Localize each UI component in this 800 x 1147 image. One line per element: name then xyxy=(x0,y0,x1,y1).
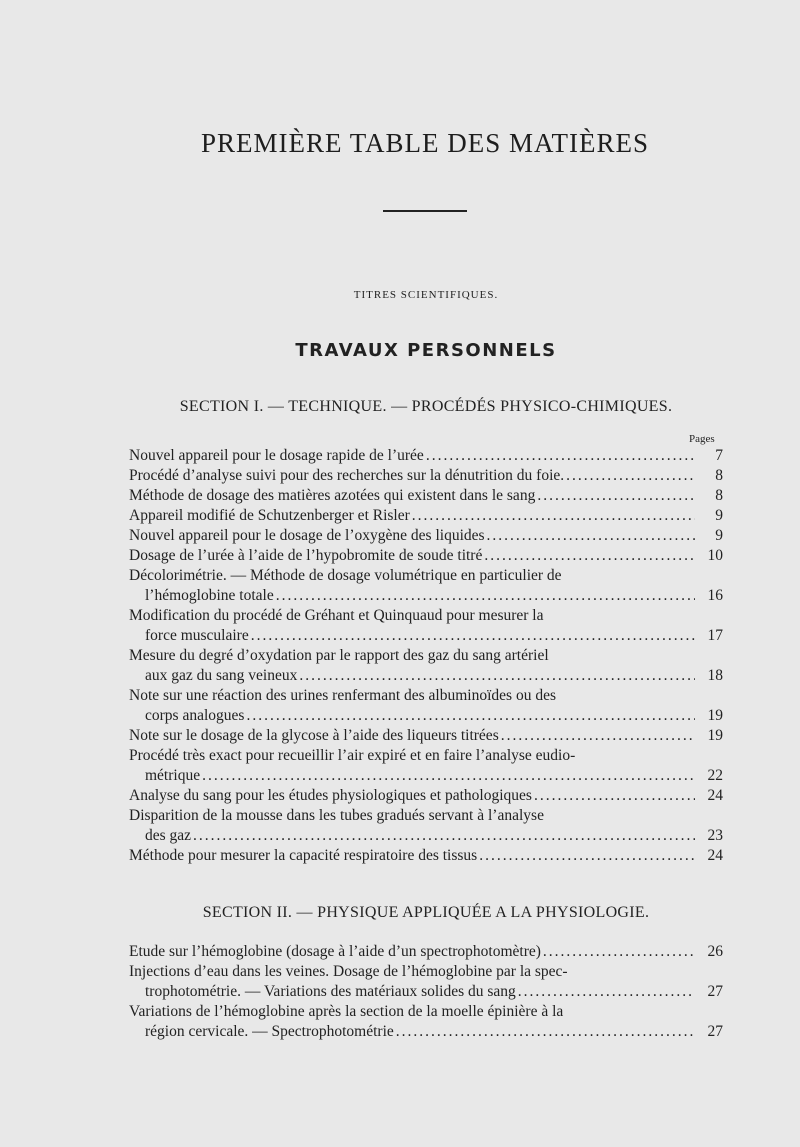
toc-entry xyxy=(129,646,723,686)
page-number: 17 xyxy=(707,627,723,644)
dot-leader xyxy=(537,486,695,506)
dot-leader xyxy=(484,546,695,566)
page-number: 9 xyxy=(715,507,723,524)
toc-entry-text: Méthode de dosage des matières azotées qui existent dans le sang xyxy=(129,487,536,504)
page-number: 24 xyxy=(707,787,723,804)
page-number: 27 xyxy=(707,1023,723,1040)
page-number: 9 xyxy=(715,527,723,544)
dot-leader xyxy=(501,726,695,746)
page-number: 27 xyxy=(707,983,723,1000)
toc-entry-text: Note sur une réaction des urines renfermant des albuminoïdes ou des xyxy=(129,687,556,704)
page-title: PREMIÈRE TABLE DES MATIÈRES xyxy=(200,128,650,158)
page-number: 7 xyxy=(715,447,723,464)
dot-leader xyxy=(193,826,695,846)
subtitle: TITRES SCIENTIFIQUES. xyxy=(353,289,499,301)
section-heading: TRAVAUX PERSONNELS xyxy=(295,340,557,361)
page-number: 8 xyxy=(715,487,723,504)
dot-leader xyxy=(426,446,695,466)
toc-entry-text: région cervicale. — Spectrophotométrie xyxy=(145,1023,394,1040)
toc-entry-text: force musculaire xyxy=(145,627,249,644)
toc-entry-text: des gaz xyxy=(145,827,192,844)
page-number: 18 xyxy=(707,667,723,684)
dot-leader xyxy=(276,586,695,606)
pages-column-label: Pages xyxy=(689,433,715,445)
dot-leader xyxy=(518,982,695,1002)
dot-leader xyxy=(299,666,695,686)
toc-entry xyxy=(129,506,723,526)
section-2-title: SECTION II. — PHYSIQUE APPLIQUÉE A LA PHYSIOLOGIE. xyxy=(202,904,650,921)
dot-leader xyxy=(396,1022,695,1042)
toc-entry-text: l’hémoglobine totale xyxy=(145,587,274,604)
toc-entry xyxy=(129,942,723,962)
toc-entry-text: Nouvel appareil pour le dosage de l’oxygène des liquides xyxy=(129,527,485,544)
page-number: 26 xyxy=(707,943,723,960)
dot-leader xyxy=(412,506,695,526)
toc-entry xyxy=(129,486,723,506)
toc-entry-text: Procédé d’analyse suivi pour des recherches sur la dénutrition du foie. xyxy=(129,467,565,484)
toc-entry-text: Mesure du degré d’oxydation par le rapport des gaz du sang artériel xyxy=(129,647,549,664)
toc-entry xyxy=(129,846,723,866)
toc-entry-text: Nouvel appareil pour le dosage rapide de l’urée xyxy=(129,447,424,464)
dot-leader xyxy=(534,786,695,806)
toc-entry xyxy=(129,606,723,646)
dot-leader xyxy=(479,846,695,866)
toc-entry-text: Etude sur l’hémoglobine (dosage à l’aide d’un spectrophotomètre) xyxy=(129,943,541,960)
page-number: 16 xyxy=(707,587,723,604)
toc-entry-text: métrique xyxy=(145,767,201,784)
dot-leader xyxy=(543,942,695,962)
page-number: 10 xyxy=(707,547,723,564)
toc-entry xyxy=(129,566,723,606)
dot-leader xyxy=(251,626,695,646)
page-number: 23 xyxy=(707,827,723,844)
toc-entry-text: Méthode pour mesurer la capacité respiratoire des tissus xyxy=(129,847,478,864)
toc-entry-text: Appareil modifié de Schutzenberger et Risler xyxy=(129,507,410,524)
toc-entry-text: Disparition de la mousse dans les tubes gradués servant à l’analyse xyxy=(129,807,544,824)
dot-leader xyxy=(566,466,695,486)
dot-leader xyxy=(246,706,695,726)
page-number: 19 xyxy=(707,727,723,744)
toc-entry-text: Variations de l’hémoglobine après la section de la moelle épinière à la xyxy=(129,1003,564,1020)
page-number: 22 xyxy=(707,767,723,784)
toc-entry-text: Modification du procédé de Gréhant et Quinquaud pour mesurer la xyxy=(129,607,544,624)
toc-entry xyxy=(129,526,723,546)
toc-entry-text: Note sur le dosage de la glycose à l’aide des liqueurs titrées xyxy=(129,727,499,744)
toc-entry-text: aux gaz du sang veineux xyxy=(145,667,298,684)
dot-leader xyxy=(202,766,695,786)
dot-leader xyxy=(487,526,695,546)
toc-entry-text: Analyse du sang pour les études physiologiques et pathologiques xyxy=(129,787,532,804)
page-number: 24 xyxy=(707,847,723,864)
page-number: 8 xyxy=(715,467,723,484)
toc-entry xyxy=(129,1002,723,1042)
toc-entry xyxy=(129,726,723,746)
toc-entry xyxy=(129,446,723,466)
toc-entry-text: Décolorimétrie. — Méthode de dosage volumétrique en particulier de xyxy=(129,567,562,584)
toc-entry-text: Injections d’eau dans les veines. Dosage de l’hémoglobine par la spec- xyxy=(129,963,568,980)
section-1-title: SECTION I. — TECHNIQUE. — PROCÉDÉS PHYSICO-CHIMIQUES. xyxy=(179,398,673,415)
toc-section-1 xyxy=(129,446,723,866)
toc-entry xyxy=(129,962,723,1002)
toc-section-2 xyxy=(129,942,723,1042)
title-rule xyxy=(383,210,467,212)
toc-entry xyxy=(129,686,723,726)
toc-entry-text: Procédé très exact pour recueillir l’air expiré et en faire l’analyse eudio- xyxy=(129,747,576,764)
toc-entry xyxy=(129,546,723,566)
toc-entry-text: trophotométrie. — Variations des matériaux solides du sang xyxy=(145,983,516,1000)
toc-entry xyxy=(129,466,723,486)
toc-entry-text: Dosage de l’urée à l’aide de l’hypobromite de soude titré xyxy=(129,547,483,564)
toc-entry xyxy=(129,806,723,846)
toc-entry-text: corps analogues xyxy=(145,707,245,724)
toc-entry xyxy=(129,786,723,806)
toc-entry xyxy=(129,746,723,786)
page-number: 19 xyxy=(707,707,723,724)
